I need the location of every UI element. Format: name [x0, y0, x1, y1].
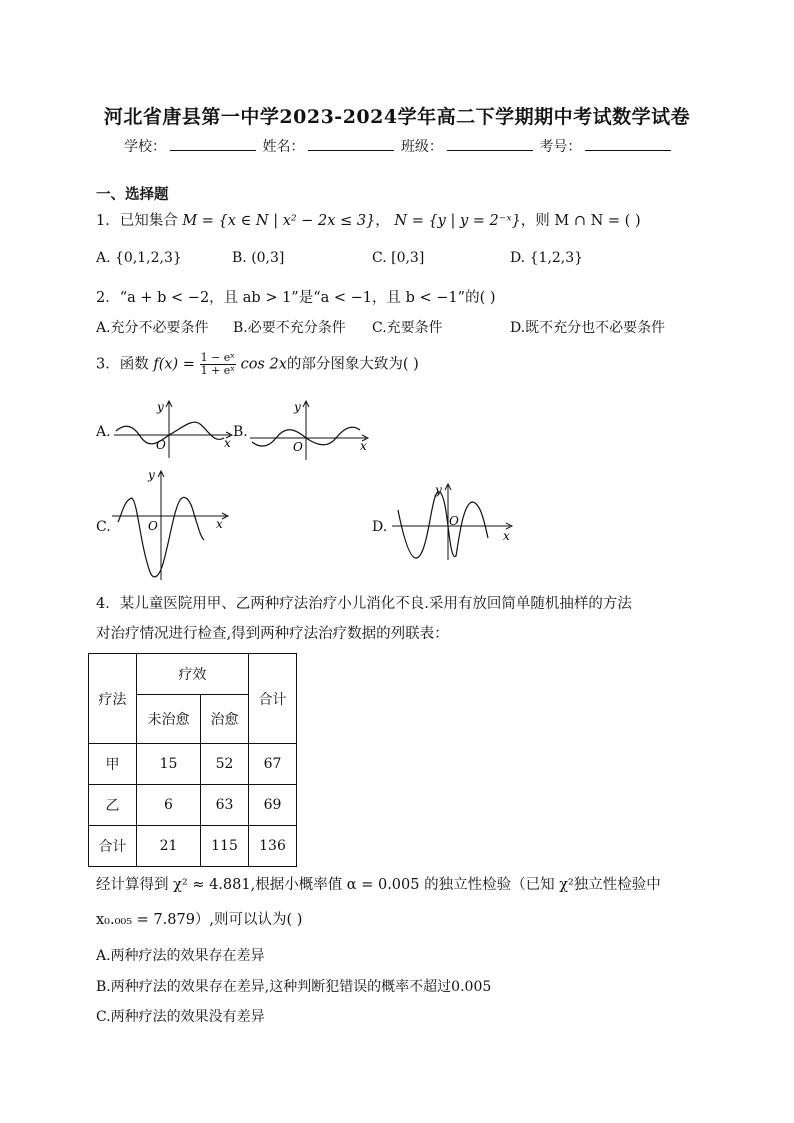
class-blank — [447, 138, 533, 151]
graph-a-curve — [116, 422, 224, 444]
graph-b-origin: O — [293, 440, 303, 454]
cell-uncured: 21 — [137, 826, 201, 867]
cell-uncured: 15 — [137, 744, 201, 785]
question-4-line-4: x₀.₀₀₅ = 7.879）,则可以认为( ) — [96, 912, 303, 928]
header-total: 合计 — [249, 654, 297, 744]
cell-total: 69 — [249, 785, 297, 826]
name-blank — [308, 138, 394, 151]
q2-option-a: A.充分不必要条件 — [96, 320, 209, 336]
q3-func-left: f(x) = — [153, 356, 195, 373]
student-info-line — [124, 136, 673, 156]
cell-total: 67 — [249, 744, 297, 785]
school-label: 学校： — [124, 139, 166, 155]
graph-c-label: C. — [96, 519, 111, 535]
q2-option-c: C.充要条件 — [372, 320, 443, 336]
school-blank — [170, 138, 256, 151]
graph-a-origin: O — [156, 438, 166, 452]
q1-set-n: N = {y | y = 2⁻ˣ} — [394, 213, 521, 229]
q1-set-m: M = {x ∈ N | x² − 2x ≤ 3} — [182, 213, 376, 229]
q3-func-right: cos 2x — [240, 356, 287, 373]
graph-a-label: A. — [96, 424, 111, 440]
cell-cured: 115 — [201, 826, 249, 867]
graph-d-y-label: y — [435, 483, 442, 497]
cell-uncured: 6 — [137, 785, 201, 826]
number-label: 考号： — [539, 139, 582, 155]
graph-b — [248, 398, 373, 462]
q3-fraction — [200, 352, 236, 377]
graph-d-origin: O — [449, 514, 459, 528]
cell-total: 136 — [249, 826, 297, 867]
graph-b-y-label: y — [294, 400, 301, 414]
question-2-stem: 2．“a + b < −2，且 ab > 1”是“a < −1，且 b < −1”的( ) — [96, 290, 496, 306]
question-4-line-3: 经计算得到 χ² ≈ 4.881,根据小概率值 α = 0.005 的独立性检验（已知 χ²独立性检验中 — [96, 877, 661, 893]
question-1-stem — [96, 209, 641, 230]
row-label: 乙 — [89, 785, 137, 826]
q1-ask: ，则 M ∩ N = ( ) — [520, 213, 641, 229]
graph-c-origin: O — [148, 519, 158, 533]
name-label: 姓名： — [262, 139, 305, 155]
header-method: 疗法 — [89, 654, 137, 744]
header-effect: 疗效 — [137, 654, 249, 695]
row-label: 合计 — [89, 826, 137, 867]
graph-a-x-label: x — [224, 436, 231, 450]
graph-c-y-label: y — [148, 468, 155, 482]
question-4-line-2: 对治疗情况进行检查,得到两种疗法治疗数据的列联表： — [96, 626, 449, 642]
section-heading: 一、选择题 — [96, 186, 169, 203]
q1-prefix: 1．已知集合 — [96, 213, 178, 229]
q3-numerator: 1 − eˣ — [200, 351, 235, 364]
header-cured: 治愈 — [201, 695, 249, 744]
graph-d — [390, 480, 520, 570]
q1-option-b: B. (0,3] — [232, 250, 285, 266]
cell-cured: 52 — [201, 744, 249, 785]
q3-suffix: 的部分图象大致为( ) — [286, 356, 419, 373]
q4-option-b: B.两种疗法的效果存在差异,这种判断犯错误的概率不超过0.005 — [96, 979, 492, 995]
q1-option-d: D. {1,2,3} — [510, 250, 584, 266]
row-label: 甲 — [89, 744, 137, 785]
q4-option-c: C.两种疗法的效果没有差异 — [96, 1009, 265, 1025]
table-header-row — [89, 654, 297, 695]
graph-b-x-label: x — [360, 439, 367, 453]
page-title: 河北省唐县第一中学2023-2024学年高二下学期期中考试数学试卷 — [103, 106, 691, 128]
graph-b-label: B. — [233, 424, 248, 440]
question-4-line-1: 4．某儿童医院用甲、乙两种疗法治疗小儿消化不良.采用有放回简单随机抽样的方法 — [96, 596, 632, 612]
graph-a-y-label: y — [157, 400, 164, 414]
contingency-table — [88, 653, 297, 867]
graph-d-curve — [398, 492, 488, 558]
q4-option-a: A.两种疗法的效果存在差异 — [96, 948, 265, 964]
q1-option-c: C. [0,3] — [372, 250, 425, 266]
question-3-stem — [96, 352, 419, 377]
graph-c-x-label: x — [216, 517, 223, 531]
table-row — [89, 826, 297, 867]
table-row — [89, 785, 297, 826]
graph-d-x-label: x — [503, 529, 510, 543]
cell-cured: 63 — [201, 785, 249, 826]
q1-option-a: A. {0,1,2,3} — [96, 250, 182, 266]
class-label: 班级： — [400, 139, 443, 155]
header-uncured: 未治愈 — [137, 695, 201, 744]
graph-d-label: D. — [372, 519, 388, 535]
q2-option-d: D.既不充分也不必要条件 — [510, 320, 666, 336]
q3-denominator: 1 + eˣ — [200, 364, 235, 377]
number-blank — [585, 138, 671, 151]
graph-a — [112, 398, 237, 462]
q3-prefix: 3．函数 — [96, 356, 149, 373]
table-row — [89, 744, 297, 785]
q2-option-b: B.必要不充分条件 — [233, 320, 346, 336]
graph-c — [110, 464, 235, 586]
q1-sep: ， — [375, 213, 390, 229]
